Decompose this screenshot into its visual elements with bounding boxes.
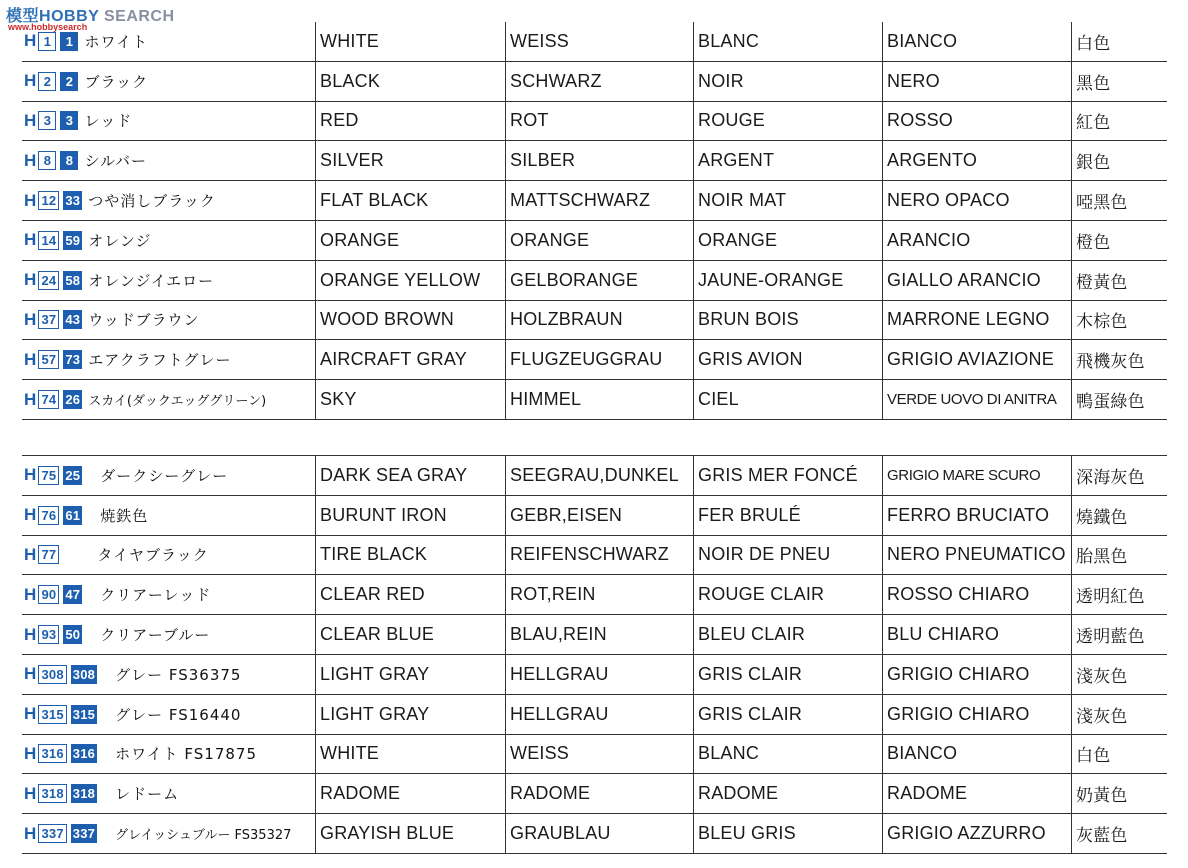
mr-color-number: 33 [65,193,81,209]
german-name: REIFENSCHWARZ [505,536,693,575]
chinese-name: 淺灰色 [1071,655,1167,694]
paint-code-cell [22,774,315,813]
french-name: BLEU CLAIR [693,615,882,654]
table-row [22,615,1167,655]
german-name: ROT [505,102,693,141]
german-name: WEISS [505,735,693,774]
hobby-color-number: 316 [38,744,66,763]
german-name: FLUGZEUGGRAU [505,340,693,379]
italian-name: ARANCIO [882,221,1071,260]
h-prefix: H [24,309,37,329]
mr-color-number: 26 [65,392,81,408]
italian-name: GRIGIO AZZURRO [882,814,1071,853]
italian-name: ARGENTO [882,141,1071,180]
german-name: WEISS [505,22,693,61]
table-row [22,261,1167,301]
japanese-name: シルバー [84,152,148,171]
english-name: LIGHT GRAY [315,655,505,694]
mr-color-number: 318 [72,786,96,802]
paint-code-cell [22,615,315,654]
h-prefix: H [24,704,37,724]
japanese-name: つや消しブラック [88,192,216,211]
watermark-url: www.hobbysearch [8,22,88,32]
paint-code-cell [22,261,315,300]
hobby-color-number: 14 [38,231,59,250]
hobby-color-number: 93 [38,625,59,644]
chinese-name: 飛機灰色 [1071,340,1167,379]
german-name: HELLGRAU [505,655,693,694]
h-prefix: H [24,190,37,210]
paint-code-cell [22,496,315,535]
h-prefix: H [24,349,37,369]
chinese-name: 深海灰色 [1071,456,1167,495]
h-prefix: H [24,505,37,525]
table-row [22,536,1167,576]
italian-name: NERO [882,62,1071,101]
hobby-color-number: 2 [38,72,56,91]
french-name: ROUGE CLAIR [693,575,882,614]
german-name: MATTSCHWARZ [505,181,693,220]
paint-code-cell [22,380,315,419]
english-name: WHITE [315,22,505,61]
mr-color-number: 316 [72,746,96,762]
h-prefix: H [24,624,37,644]
mr-color-number: 308 [72,666,96,682]
paint-code-cell [22,22,315,61]
english-name: WHITE [315,735,505,774]
hobby-color-number: 75 [38,466,59,485]
japanese-name: エアクラフトグレー [88,351,232,370]
h-prefix: H [24,743,37,763]
watermark-prefix: 模型 [6,8,40,25]
italian-name: NERO OPACO [882,181,1071,220]
chinese-name: 淺灰色 [1071,695,1167,734]
table-row [22,456,1167,496]
table-row [22,221,1167,261]
italian-name: ROSSO [882,102,1071,141]
mr-color-number: 25 [65,467,81,483]
paint-code-cell [22,221,315,260]
french-name: GRIS MER FONCÉ [693,456,882,495]
hobby-color-number: 74 [38,390,59,409]
english-name: FLAT BLACK [315,181,505,220]
table-row [22,102,1167,142]
h-prefix: H [24,544,37,564]
color-table-1 [22,22,1167,420]
table-row [22,380,1167,420]
french-name: ORANGE [693,221,882,260]
italian-name: ROSSO CHIARO [882,575,1071,614]
german-name: GEBR,EISEN [505,496,693,535]
chinese-name: 黑色 [1071,62,1167,101]
japanese-name: ダークシーグレー [100,466,229,485]
chinese-name: 橙黃色 [1071,261,1167,300]
paint-code-cell [22,62,315,101]
italian-name: FERRO BRUCIATO [882,496,1071,535]
table-row [22,62,1167,102]
japanese-name: タイヤブラック [97,546,209,565]
chinese-name: 透明藍色 [1071,615,1167,654]
french-name: ROUGE [693,102,882,141]
table-row [22,814,1167,854]
japanese-name: オレンジ [88,231,152,250]
chinese-name: 啞黑色 [1071,181,1167,220]
italian-name: GRIGIO MARE SCURO [882,456,1071,495]
chinese-name: 白色 [1071,735,1167,774]
table-row [22,735,1167,775]
japanese-name: 焼鉄色 [100,506,149,525]
italian-name: GIALLO ARANCIO [882,261,1071,300]
table-row [22,301,1167,341]
paint-code-cell [22,695,315,734]
paint-code-cell [22,340,315,379]
japanese-name: レドーム [115,785,180,804]
watermark-sub: SEARCH [103,8,175,25]
mr-color-number: 73 [65,352,81,368]
german-name: HOLZBRAUN [505,301,693,340]
english-name: RED [315,102,505,141]
french-name: JAUNE-ORANGE [693,261,882,300]
chinese-name: 透明紅色 [1071,575,1167,614]
table-row [22,575,1167,615]
mr-color-number: 59 [65,232,81,248]
h-prefix: H [24,270,37,290]
italian-name: VERDE UOVO DI ANITRA [882,380,1071,419]
german-name: HELLGRAU [505,695,693,734]
h-prefix: H [24,783,37,803]
english-name: WOOD BROWN [315,301,505,340]
chinese-name: 胎黑色 [1071,536,1167,575]
french-name: BLEU GRIS [693,814,882,853]
german-name: BLAU,REIN [505,615,693,654]
h-prefix: H [24,31,37,51]
mr-color-number: 47 [65,587,81,603]
english-name: BLACK [315,62,505,101]
english-name: ORANGE [315,221,505,260]
watermark-main: HOBBY [39,8,100,25]
japanese-name: クリアーブルー [100,626,211,645]
hobby-color-number: 24 [38,271,59,290]
french-name: CIEL [693,380,882,419]
german-name: ORANGE [505,221,693,260]
french-name: NOIR [693,62,882,101]
table-row [22,22,1167,62]
hobby-color-number: 77 [38,545,59,564]
french-name: GRIS CLAIR [693,655,882,694]
french-name: RADOME [693,774,882,813]
hobby-color-number: 76 [38,506,59,525]
h-prefix: H [24,110,37,130]
paint-code-cell [22,456,315,495]
hobby-color-number: 90 [38,585,59,604]
hobby-color-number: 337 [38,824,66,843]
table-row [22,340,1167,380]
chinese-name: 奶黃色 [1071,774,1167,813]
italian-name: BIANCO [882,735,1071,774]
h-prefix: H [24,71,37,91]
chinese-name: 鴨蛋綠色 [1071,380,1167,419]
paint-code-cell [22,655,315,694]
hobby-color-number: 318 [38,784,66,803]
mr-color-number: 50 [65,627,81,643]
italian-name: MARRONE LEGNO [882,301,1071,340]
chinese-name: 灰藍色 [1071,814,1167,853]
hobby-color-number: 1 [38,32,56,51]
french-name: GRIS AVION [693,340,882,379]
paint-code-cell [22,181,315,220]
mr-color-number: 8 [60,151,78,170]
h-prefix: H [24,150,37,170]
paint-code-cell [22,536,315,575]
italian-name: BLU CHIARO [882,615,1071,654]
japanese-name: グレー FS36375 [115,665,242,684]
mr-color-number: 315 [72,706,96,722]
english-name: LIGHT GRAY [315,695,505,734]
h-prefix: H [24,584,37,604]
german-name: HIMMEL [505,380,693,419]
french-name: ARGENT [693,141,882,180]
japanese-name: グレイッシュブルー FS35327 [115,828,292,844]
english-name: DARK SEA GRAY [315,456,505,495]
japanese-name: クリアーレッド [100,586,212,605]
hobby-color-number: 315 [38,705,66,724]
french-name: BLANC [693,735,882,774]
english-name: BURUNT IRON [315,496,505,535]
mr-color-number: 43 [65,312,81,328]
french-name: NOIR DE PNEU [693,536,882,575]
english-name: CLEAR RED [315,575,505,614]
english-name: ORANGE YELLOW [315,261,505,300]
table-row [22,141,1167,181]
hobby-color-number: 12 [38,191,59,210]
table-row [22,774,1167,814]
hobby-color-number: 57 [38,350,59,369]
japanese-name: レッド [84,112,133,131]
chinese-name: 木棕色 [1071,301,1167,340]
paint-code-cell [22,102,315,141]
french-name: BRUN BOIS [693,301,882,340]
h-prefix: H [24,465,37,485]
h-prefix: H [24,230,37,250]
japanese-name: ブラック [84,72,149,91]
mr-color-number: 61 [65,507,81,523]
french-name: NOIR MAT [693,181,882,220]
h-prefix: H [24,389,37,409]
paint-code-cell [22,735,315,774]
german-name: SILBER [505,141,693,180]
english-name: TIRE BLACK [315,536,505,575]
italian-name: BIANCO [882,22,1071,61]
english-name: CLEAR BLUE [315,615,505,654]
italian-name: GRIGIO CHIARO [882,655,1071,694]
english-name: SKY [315,380,505,419]
mr-color-number: 2 [60,72,78,91]
french-name: FER BRULÉ [693,496,882,535]
english-name: SILVER [315,141,505,180]
paint-code-cell [22,141,315,180]
italian-name: RADOME [882,774,1071,813]
german-name: ROT,REIN [505,575,693,614]
paint-code-cell [22,301,315,340]
english-name: AIRCRAFT GRAY [315,340,505,379]
mr-color-number: 337 [72,826,96,842]
italian-name: NERO PNEUMATICO [882,536,1071,575]
japanese-name: スカイ(ダックエッググリーン) [88,394,267,410]
chinese-name: 橙色 [1071,221,1167,260]
italian-name: GRIGIO CHIARO [882,695,1071,734]
table-row [22,655,1167,695]
italian-name: GRIGIO AVIAZIONE [882,340,1071,379]
english-name: GRAYISH BLUE [315,814,505,853]
japanese-name: ホワイト [84,32,149,51]
german-name: GELBORANGE [505,261,693,300]
french-name: GRIS CLAIR [693,695,882,734]
mr-color-number: 3 [60,111,78,130]
chinese-name: 紅色 [1071,102,1167,141]
japanese-name: ホワイト FS17875 [115,745,257,764]
chinese-name: 銀色 [1071,141,1167,180]
hobby-color-number: 308 [38,665,66,684]
paint-code-cell [22,814,315,853]
english-name: RADOME [315,774,505,813]
h-prefix: H [24,664,37,684]
hobby-color-number: 3 [38,111,56,130]
chinese-name: 燒鐵色 [1071,496,1167,535]
french-name: BLANC [693,22,882,61]
table-row [22,496,1167,536]
hobby-color-number: 37 [38,310,59,329]
japanese-name: ウッドブラウン [88,311,200,330]
color-table-2 [22,455,1167,854]
japanese-name: オレンジイエロー [88,271,215,290]
japanese-name: グレー FS16440 [115,705,242,724]
chinese-name: 白色 [1071,22,1167,61]
german-name: SEEGRAU,DUNKEL [505,456,693,495]
table-row [22,695,1167,735]
paint-code-cell [22,575,315,614]
mr-color-number: 58 [65,272,81,288]
german-name: GRAUBLAU [505,814,693,853]
german-name: RADOME [505,774,693,813]
mr-color-number: 1 [60,32,78,51]
h-prefix: H [24,823,37,843]
german-name: SCHWARZ [505,62,693,101]
hobby-color-number: 8 [38,151,56,170]
table-row [22,181,1167,221]
